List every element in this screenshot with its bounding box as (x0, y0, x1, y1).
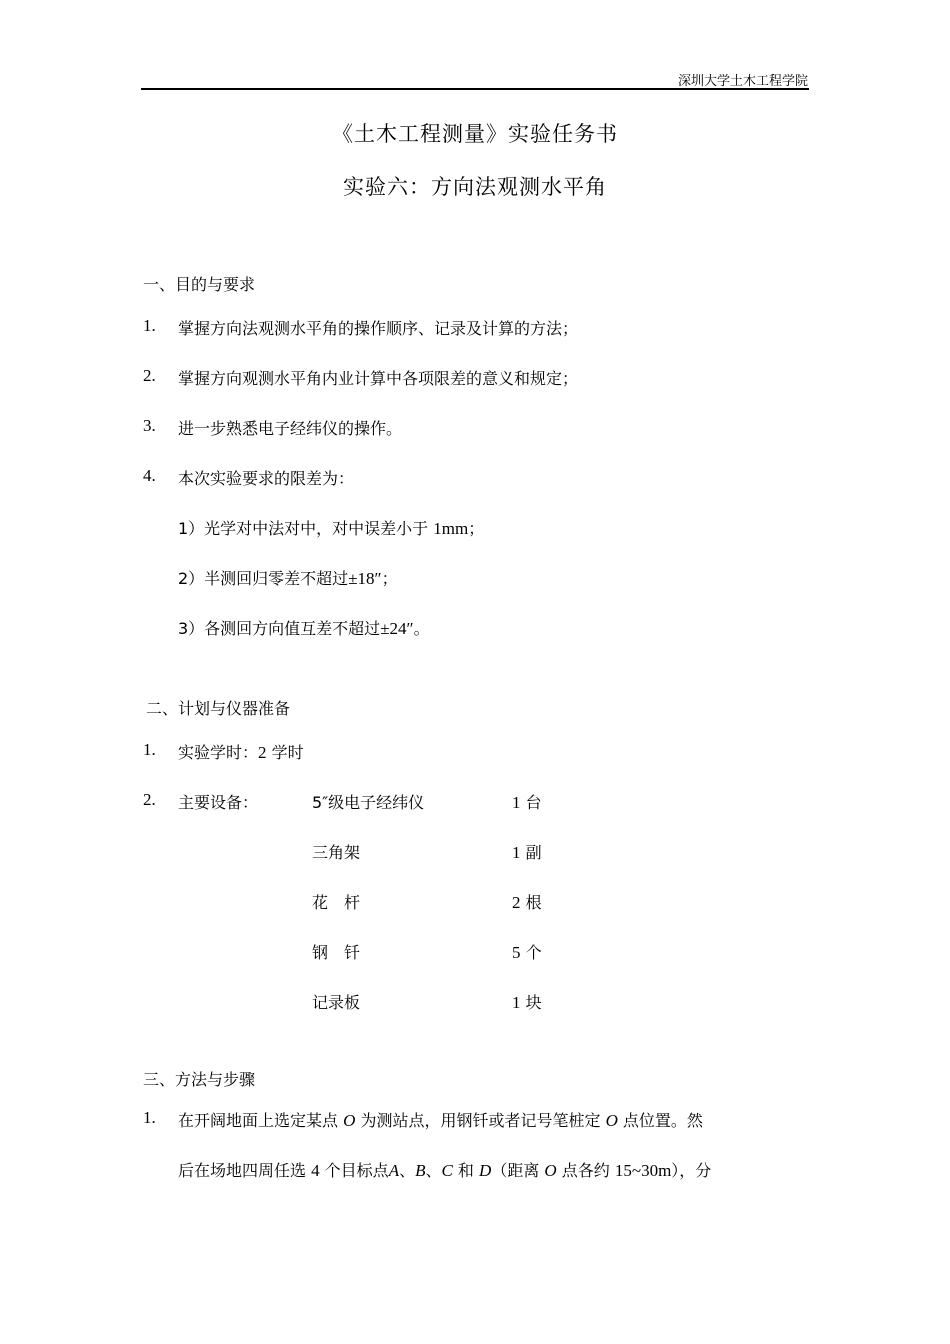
list-item: 掌握方向法观测水平角的操作顺序、记录及计算的方法； (178, 319, 579, 338)
step-text: 点各约 (556, 1161, 615, 1180)
tolerance-text: 2）半测回归零差不超过 (178, 569, 349, 588)
equipment-unit: 副 (525, 843, 542, 862)
list-item: 本次实验要求的限差为： (178, 469, 355, 488)
equipment-label: 主要设备： (178, 793, 259, 812)
equipment-name: 花 杆 (312, 893, 361, 912)
list-number: 2. (143, 790, 156, 809)
step-text: 点位置。然 (617, 1111, 703, 1130)
list-number: 1. (143, 316, 156, 335)
point-label: C (441, 1161, 453, 1180)
section-heading-objectives: 一、目的与要求 (143, 275, 256, 294)
equipment-unit: 个 (525, 943, 542, 962)
equipment-qty (512, 840, 542, 863)
method-step-line (178, 1158, 711, 1181)
step-text: （距离 (491, 1161, 545, 1180)
list-item: 掌握方向观测水平角内业计算中各项限差的意义和规定； (178, 369, 579, 388)
list-number: 2. (143, 366, 156, 385)
equipment-count: 1 (512, 843, 521, 862)
tolerance-value: 1mm (433, 519, 469, 538)
point-label: O (343, 1111, 356, 1130)
list-number: 1. (143, 740, 156, 759)
point-label: B (415, 1161, 426, 1180)
lab-hours (178, 740, 304, 763)
step-text: 为测站点，用钢钎或者记号笔桩定 (355, 1111, 606, 1130)
equipment-qty (512, 940, 542, 963)
step-text: 和 (452, 1161, 480, 1180)
section-heading-methods: 三、方法与步骤 (143, 1070, 256, 1089)
equipment-qty (512, 790, 542, 813)
equipment-unit: 根 (525, 893, 542, 912)
tolerance-item (178, 616, 430, 639)
lab-hours-value: 2 (258, 743, 267, 762)
equipment-unit: 块 (525, 993, 542, 1012)
list-number: 4. (143, 466, 156, 485)
tolerance-item (178, 516, 484, 539)
lab-hours-unit: 学时 (271, 743, 304, 762)
equipment-name: 钢 钎 (312, 943, 361, 962)
tolerance-text: 3）各测回方向值互差不超过 (178, 619, 381, 638)
step-text: ），分 (671, 1161, 712, 1180)
experiment-title: 实验六：方向法观测水平角 (343, 175, 607, 199)
tolerance-value: ±24″ (380, 619, 414, 638)
equipment-count: 5 (512, 943, 521, 962)
step-text: 在开阔地面上选定某点 (178, 1111, 344, 1130)
point-label: O (605, 1111, 618, 1130)
step-text: 后在场地四周任选 (178, 1161, 312, 1180)
equipment-unit: 台 (525, 793, 542, 812)
list-item: 进一步熟悉电子经纬仪的操作。 (178, 419, 403, 438)
header-institution: 深圳大学土木工程学院 (677, 73, 808, 88)
method-step-line (178, 1108, 703, 1131)
equipment-name: 5″级电子经纬仪 (312, 793, 425, 812)
tolerance-punct: ； (381, 569, 398, 588)
document-title: 《土木工程测量》实验任务书 (332, 122, 618, 146)
tolerance-punct: 。 (413, 619, 430, 638)
tolerance-text: 1）光学对中法对中，对中误差小于 (178, 519, 434, 538)
tolerance-punct: ； (468, 519, 485, 538)
equipment-count: 1 (512, 793, 521, 812)
target-count: 4 (311, 1161, 320, 1180)
step-text: 、 (425, 1161, 442, 1180)
step-text: 个目标点 (319, 1161, 389, 1180)
header-rule (141, 88, 809, 90)
list-number: 1. (143, 1108, 156, 1127)
equipment-qty (512, 890, 542, 913)
distance-range: 15~30m (614, 1161, 672, 1180)
lab-hours-label: 实验学时： (178, 743, 259, 762)
equipment-qty (512, 990, 542, 1013)
equipment-name: 三角架 (312, 843, 361, 862)
point-label: A (388, 1161, 400, 1180)
equipment-name: 记录板 (312, 993, 361, 1012)
step-text: 、 (399, 1161, 416, 1180)
section-heading-planning: 二、计划与仪器准备 (146, 699, 291, 718)
point-label: O (544, 1161, 557, 1180)
equipment-count: 1 (512, 993, 521, 1012)
tolerance-value: ±18″ (348, 569, 382, 588)
point-label: D (479, 1161, 492, 1180)
tolerance-item (178, 566, 398, 589)
list-number: 3. (143, 416, 156, 435)
equipment-count: 2 (512, 893, 521, 912)
